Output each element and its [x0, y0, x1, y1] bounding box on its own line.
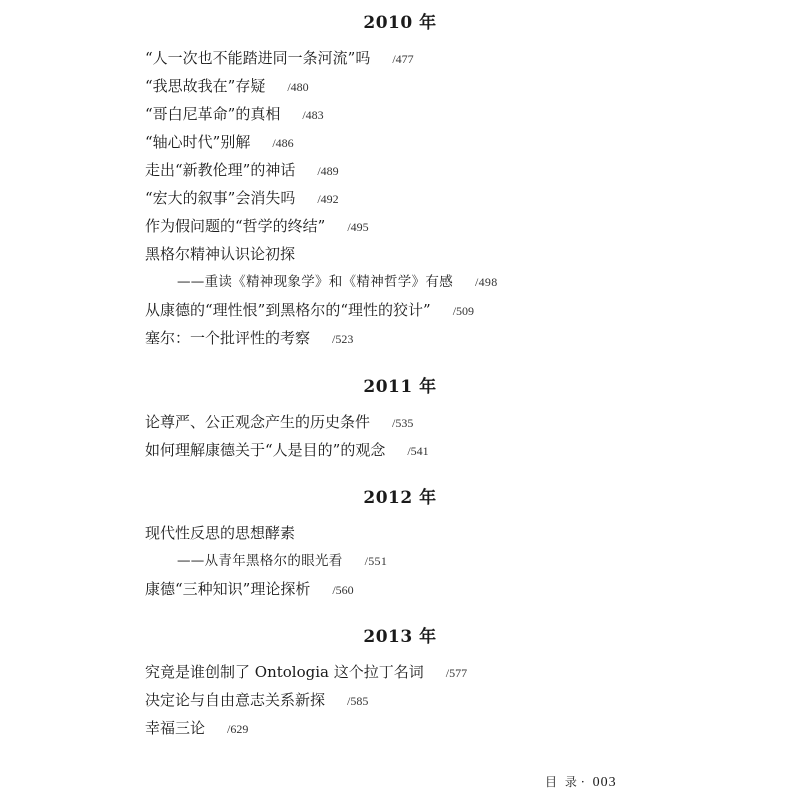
entry-title: 决定论与自由意志关系新探 — [145, 691, 326, 709]
toc-subtitle-entry[interactable] — [177, 551, 387, 571]
entry-title: 如何理解康德关于“人是目的”的观念 — [145, 441, 386, 459]
entry-page-number: /629 — [227, 722, 249, 736]
entry-page-number: /551 — [364, 554, 388, 568]
toc-subtitle-entry[interactable] — [177, 272, 498, 292]
entry-page-number: /523 — [332, 332, 354, 346]
entry-title: 论尊严、公正观念产生的历史条件 — [145, 413, 371, 431]
toc-entry[interactable] — [145, 188, 339, 209]
page-number: 003 — [592, 775, 617, 790]
entry-title: “轴心时代”别解 — [145, 133, 251, 151]
toc-entry[interactable] — [145, 76, 309, 97]
toc-entry[interactable] — [145, 690, 368, 711]
entry-title: 究竟是谁创制了 Ontologia 这个拉丁名词 — [145, 663, 424, 681]
entry-page-number: /560 — [332, 583, 354, 597]
entry-page-number: /489 — [317, 164, 339, 178]
entry-title: 康德“三种知识”理论探析 — [145, 580, 311, 598]
entry-page-number: /486 — [272, 136, 294, 150]
entry-title: “宏大的叙事”会消失吗 — [145, 189, 296, 207]
footer-label: 目 录 — [545, 775, 579, 789]
entry-page-number: /509 — [452, 304, 475, 318]
toc-entry[interactable] — [145, 160, 339, 181]
year-heading: 2011 年 — [363, 377, 437, 397]
entry-title: 从康德的“理性恨”到黑格尔的“理性的狡计” — [145, 301, 431, 319]
toc-entry[interactable] — [145, 104, 324, 125]
page-footer — [545, 773, 617, 791]
entry-title: ——重读《精神现象学》和《精神哲学》有感 — [177, 274, 453, 290]
entry-page-number: /477 — [392, 52, 414, 66]
entry-page-number: /498 — [475, 275, 498, 289]
entry-page-number: /492 — [317, 192, 339, 206]
entry-title: 黑格尔精神认识论初探 — [145, 245, 296, 263]
entry-page-number: /541 — [407, 444, 429, 458]
toc-entry[interactable] — [145, 440, 429, 461]
year-heading: 2013 年 — [363, 627, 437, 647]
toc-entry[interactable] — [145, 579, 354, 600]
toc-entry[interactable] — [145, 328, 353, 349]
toc-entry[interactable] — [145, 718, 248, 739]
footer-separator: · — [580, 775, 587, 789]
entry-page-number: /480 — [287, 80, 309, 94]
entry-title: 现代性反思的思想酵素 — [145, 524, 296, 542]
entry-title: 幸福三论 — [145, 719, 206, 737]
toc-entry[interactable] — [145, 216, 369, 237]
toc-entry[interactable] — [145, 244, 295, 264]
toc-entry[interactable] — [145, 132, 294, 153]
entry-title: “人一次也不能踏进同一条河流”吗 — [145, 49, 371, 67]
toc-entry[interactable] — [145, 662, 467, 683]
entry-title: ——从青年黑格尔的眼光看 — [177, 553, 343, 569]
entry-page-number: /483 — [302, 108, 324, 122]
toc-entry[interactable] — [145, 300, 474, 321]
year-heading: 2012 年 — [363, 488, 437, 508]
toc-entry[interactable] — [145, 412, 413, 433]
entry-title: 塞尔：一个批评性的考察 — [145, 329, 311, 347]
entry-page-number: /535 — [392, 416, 414, 430]
toc-entry[interactable] — [145, 48, 414, 69]
year-heading: 2010 年 — [363, 13, 437, 33]
entry-page-number: /585 — [347, 694, 369, 708]
entry-page-number: /495 — [347, 220, 369, 234]
entry-title: “哥白尼革命”的真相 — [145, 105, 281, 123]
entry-title: “我思故我在”存疑 — [145, 77, 266, 95]
toc-entry[interactable] — [145, 523, 295, 543]
entry-title: 作为假问题的“哲学的终结” — [145, 217, 326, 235]
entry-title: 走出“新教伦理”的神话 — [145, 161, 296, 179]
entry-page-number: /577 — [445, 666, 468, 680]
